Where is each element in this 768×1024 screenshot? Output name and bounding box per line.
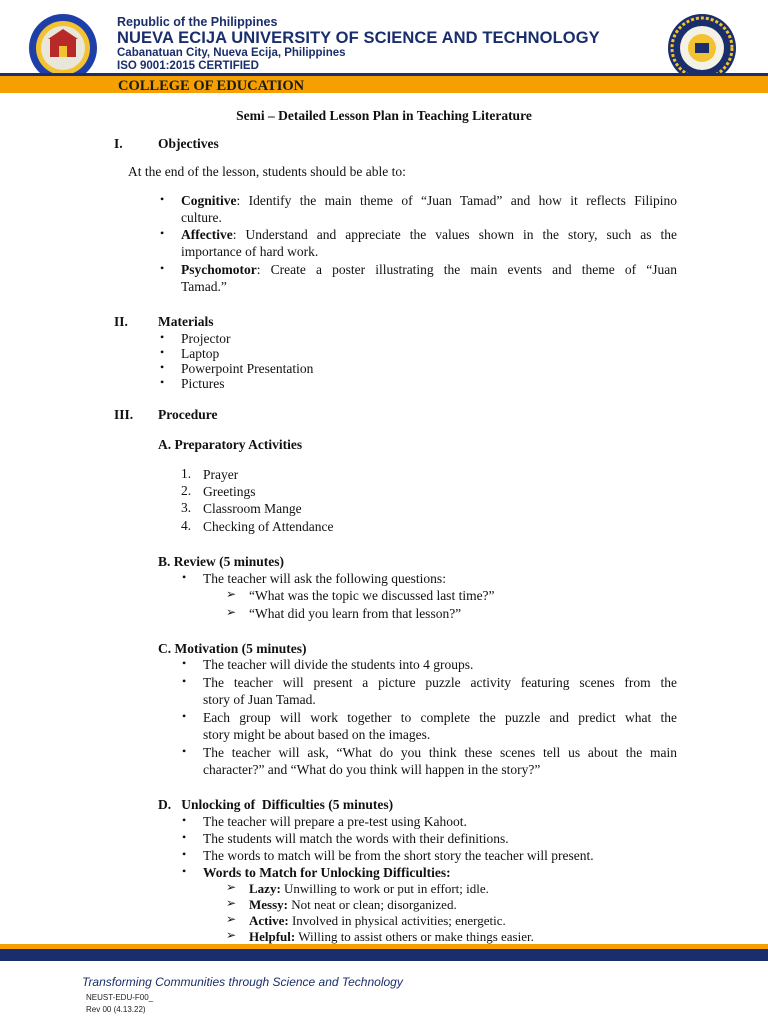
arrow-bullet-icon: ➢ xyxy=(226,928,237,942)
university-name: NUEVA ECIJA UNIVERSITY OF SCIENCE AND TECHNOLOGY xyxy=(117,29,600,47)
bullet-icon: • xyxy=(160,345,165,359)
bullet-icon: • xyxy=(182,656,187,670)
material-item: Laptop xyxy=(181,346,220,361)
form-code: NEUST-EDU-F00_ xyxy=(86,993,154,1002)
material-item: Pictures xyxy=(181,376,225,391)
college-name: COLLEGE OF EDUCATION xyxy=(118,78,305,94)
footer-tagline: Transforming Communities through Science and Technology xyxy=(82,975,403,989)
bullet-icon: • xyxy=(160,330,165,344)
vocabulary-word: Helpful: Willing to assist others or make things easier. xyxy=(249,929,534,944)
subsection-c-heading: C. Motivation (5 minutes) xyxy=(158,641,307,656)
objective-psychomotor: Psychomotor: Create a poster illustrating the main events and theme of “Juan Tamad.” xyxy=(181,262,677,294)
bullet-icon: • xyxy=(182,744,187,758)
subsection-d-heading: D. Unlocking of Difficulties (5 minutes) xyxy=(158,797,394,812)
material-item: Projector xyxy=(181,331,231,346)
procedure-heading: Procedure xyxy=(158,407,218,422)
bullet-icon: • xyxy=(182,813,187,827)
document-title: Semi – Detailed Lesson Plan in Teaching Literature xyxy=(236,108,532,123)
bullet-icon: • xyxy=(182,570,187,584)
bullet-icon: • xyxy=(160,375,165,389)
bullet-icon: • xyxy=(160,192,165,206)
materials-heading: Materials xyxy=(158,314,214,329)
objectives-intro: At the end of the lesson, students should be able to: xyxy=(128,164,406,179)
motivation-bullet: Each group will work together to complete the puzzle and predict what the story might be about based on the images. xyxy=(203,710,677,742)
revision-info: Rev 00 (4.13.22) xyxy=(86,1005,146,1014)
motivation-bullet: The teacher will divide the students into 4 groups. xyxy=(203,657,474,672)
arrow-bullet-icon: ➢ xyxy=(226,896,237,910)
unlocking-bullet: The teacher will prepare a pre-test using Kahoot. xyxy=(203,814,467,829)
arrow-bullet-icon: ➢ xyxy=(226,880,237,894)
preparatory-item: Prayer xyxy=(203,467,239,482)
review-question: “What was the topic we discussed last time?” xyxy=(249,588,495,603)
objective-affective: Affective: Understand and appreciate the values shown in the story, such as the importance of hard work. xyxy=(181,227,677,259)
arrow-bullet-icon: ➢ xyxy=(226,587,237,601)
review-bullet: The teacher will ask the following questions: xyxy=(203,571,446,586)
objectives-heading: Objectives xyxy=(158,136,219,151)
material-item: Powerpoint Presentation xyxy=(181,361,314,376)
section-numeral-i: I. xyxy=(114,136,123,151)
bullet-icon: • xyxy=(182,709,187,723)
header-rule-orange xyxy=(0,76,768,93)
university-location: Cabanatuan City, Nueva Ecija, Philippines xyxy=(117,47,346,59)
list-number: 1. xyxy=(181,466,192,481)
bullet-icon: • xyxy=(160,360,165,374)
preparatory-item: Checking of Attendance xyxy=(203,519,334,534)
bullet-icon: • xyxy=(160,261,165,275)
objective-cognitive: Cognitive: Identify the main theme of “Juan Tamad” and how it reflects Filipino culture. xyxy=(181,193,677,225)
iso-certification: ISO 9001:2015 CERTIFIED xyxy=(117,60,259,72)
preparatory-item: Greetings xyxy=(203,484,256,499)
vocabulary-word: Active: Involved in physical activities; energetic. xyxy=(249,913,506,928)
unlocking-bullet: The words to match will be from the short story the teacher will present. xyxy=(203,848,594,863)
bullet-icon: • xyxy=(182,864,187,878)
list-number: 3. xyxy=(181,500,192,515)
section-numeral-ii: II. xyxy=(114,314,128,329)
bullet-icon: • xyxy=(160,226,165,240)
list-number: 2. xyxy=(181,483,192,498)
unlocking-bullet: The students will match the words with their definitions. xyxy=(203,831,509,846)
subsection-b-heading: B. Review (5 minutes) xyxy=(158,554,284,569)
vocabulary-word: Lazy: Unwilling to work or put in effort; idle. xyxy=(249,881,489,896)
footer-rule-navy xyxy=(0,949,768,961)
republic-line: Republic of the Philippines xyxy=(117,15,278,29)
vocabulary-word: Messy: Not neat or clean; disorganized. xyxy=(249,897,457,912)
arrow-bullet-icon: ➢ xyxy=(226,912,237,926)
bullet-icon: • xyxy=(182,674,187,688)
review-question: “What did you learn from that lesson?” xyxy=(249,606,462,621)
preparatory-item: Classroom Mange xyxy=(203,501,302,516)
list-number: 4. xyxy=(181,518,192,533)
section-numeral-iii: III. xyxy=(114,407,134,422)
unlocking-bullet: Words to Match for Unlocking Difficulties: xyxy=(203,865,451,880)
motivation-bullet: The teacher will ask, “What do you think these scenes tell us about the main character?” and “What do you think will happen in the story?” xyxy=(203,745,677,777)
subsection-a-heading: A. Preparatory Activities xyxy=(158,437,303,452)
arrow-bullet-icon: ➢ xyxy=(226,605,237,619)
bullet-icon: • xyxy=(182,847,187,861)
bullet-icon: • xyxy=(182,830,187,844)
motivation-bullet: The teacher will present a picture puzzle activity featuring scenes from the story of Juan Tamad. xyxy=(203,675,677,707)
